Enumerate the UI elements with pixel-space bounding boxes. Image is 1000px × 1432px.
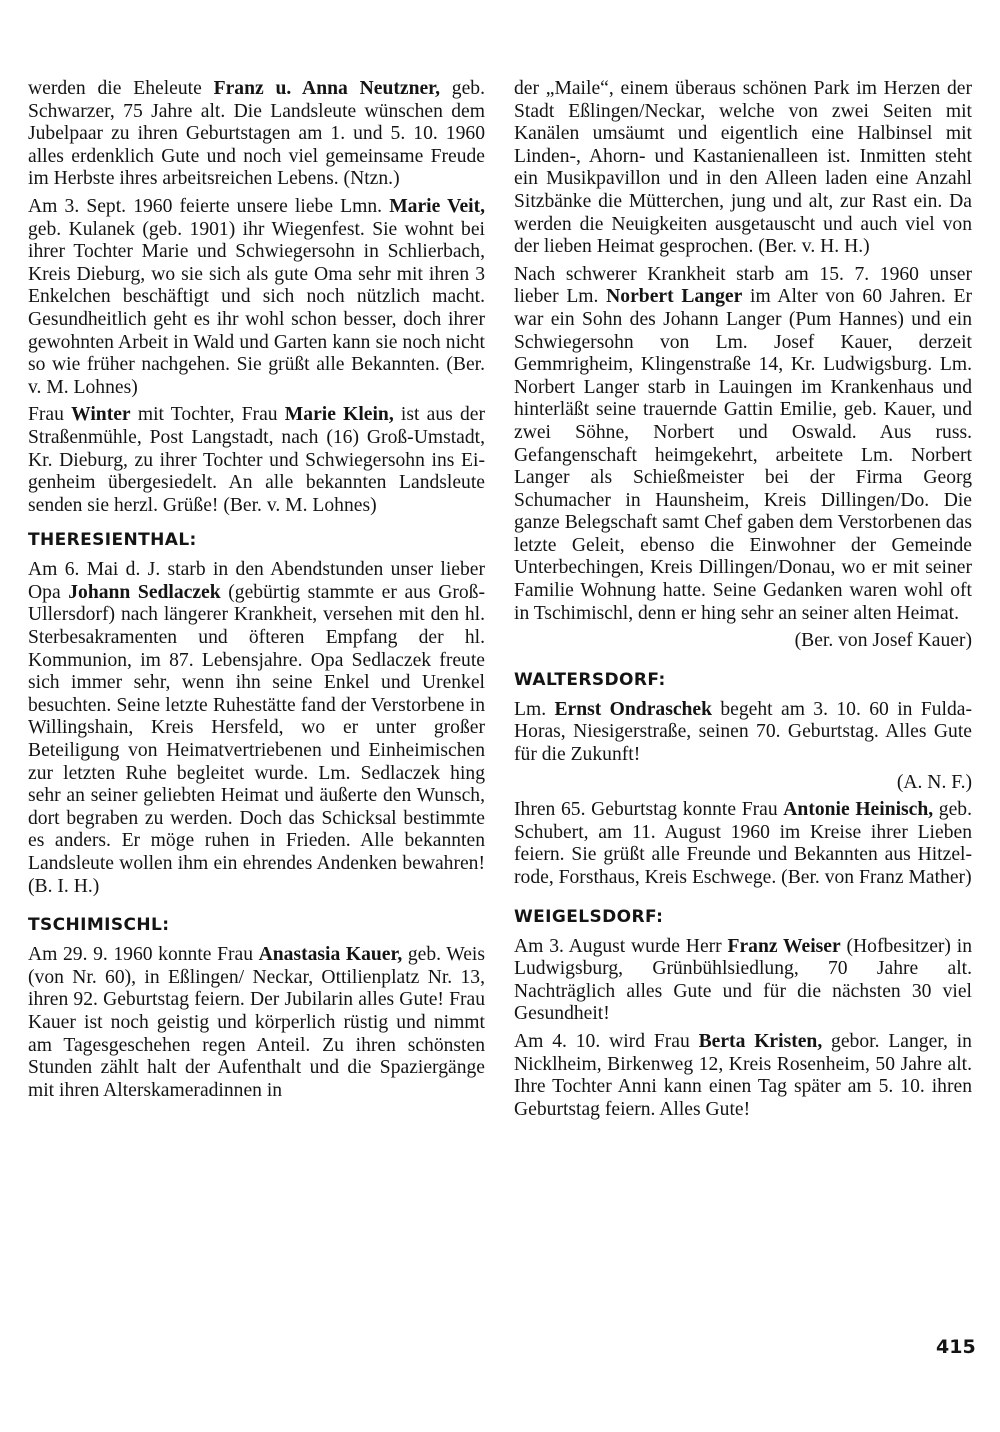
person-name: Winter	[71, 404, 131, 426]
article-langer: Nach schwerer Krankheit starb am 15. 7. 1960 unser lieber Lm. Norbert Langer im Alter von 60 Jahren. Er war ein Sohn des Johann Langer (Pum Hannes) und ein Schwiegersohn von Lm. Josef Kauer, derzeit Gemmrigheim, Klingenstraße 14, Kr. Ludwigsburg. Lm. Norbert Langer starb in Lauingen im Krankenhaus und hinterläßt seine trauernde Gattin Emilie, geb. Kauer, und zwei Söhne, Norbert und Oswald. Aus russ. Gefangenschaft heimgekehrt, arbeitete Lm. Norbert Langer als Schießmeister bei der Firma Georg Schumacher in Haunsheim, Kreis Dillingen/Do. Die ganze Belegschaft samt Chef gaben dem Verstorbenen das letzte Geleit, ebenso die Einwohner der Gemeinde Unterbechingen, Kreis Dillingen/Donau, wo er mit seiner Familie Wohnung hatte. Seine Gedanken waren wohl oft in Tschimischl, denn er hing sehr an seiner alten Heimat.	[514, 263, 972, 624]
signature-anf: (A. N. F.)	[896, 771, 972, 793]
article-ondraschek: Lm. Ernst Ondraschek begeht am 3. 10. 60 in Fulda-Horas, Niesigerstraße, seinen 70. Geburtstag. Alles Gute für die Zukunft!	[514, 698, 972, 766]
person-name: Marie Veit,	[389, 195, 486, 217]
page-number: 415	[936, 1336, 976, 1358]
article-winter-klein: Frau Winter mit Tochter, Frau Marie Klein, ist aus der Straßenmühle, Post Langstadt, nach (16) Groß-Umstadt, Kr. Dieburg, zu ihrer Tochter und Schwiegersohn ins Eigenheim übergesiedelt. An alle bekannten Landsleute senden sie herzl. Grüße! (Ber. v. M. Lohnes)	[28, 404, 485, 516]
article-veit: Am 3. Sept. 1960 feierte unsere liebe Lmn. Marie Veit, geb. Kulanek (geb. 1901) ihr Wiegenfest. Sie wohnt bei ihrer Tochter Marie und Schwiegersohn in Schlierbach, Kreis Dieburg, wo sie sich als gute Oma sehr mit ihren 3 Enkelchen beschäftigt und sich noch nützlich macht. Gesundheitlich geht es ihr wohl schon besser, doch ihrer gewohnten Arbeit in Wald und Garten kann sie noch nicht so wie früher nachgehen. Sie grüßt alle Bekannten. (Ber. v. M. Lohnes)	[28, 195, 486, 398]
article-maile-park: der „Maile“, einem überaus schönen Park im Herzen der Stadt Eßlingen/Neckar, welche von zwei Seiten mit Kanälen umsäumt und eigentlich eine Halbinsel mit Linden-, Ahorn- und Kastanienalleen ist. Inmitten steht ein Musikpavillon und in den Alleen laden eine Anzahl Sitzbänke die Mütterchen, jung und alt, zur Rast ein. Da werden die Neuigkeiten ausgetauscht und auch viel von der lieben Heimat gesprochen. (Ber. v. H. H.)	[514, 78, 972, 258]
heading-tschimischl: TSCHIMISCHL:	[28, 915, 170, 936]
person-name: Marie Klein,	[284, 404, 394, 426]
person-name: Johann Sedlaczek	[68, 581, 221, 603]
article-sedlaczek: Am 6. Mai d. J. starb in den Abendstunden unser lieber Opa Johann Sedlaczek (gebürtig stammte er aus Groß-Ullersdorf) nach längerer Krankheit, versehen mit den hl. Sterbesakramenten und öfteren Empfang der hl. Kommunion, im 87. Lebensjahre. Opa Sedlaczek freute sich immer sehr, wenn ihn seine Enkel und Urenkel besuchten. Seine letzte Ruhestätte fand der Verstorbene in Willingshain, Kreis Hersfeld, wo er unter großer Beteiligung von Heimatvertriebenen und Einheimischen zur letzten Ruhe begleitet wurde. Lm. Sedlaczek hing sehr an seiner geliebten Heimat und äußerte den Wunsch, dort begraben zu werden. Doch das Schicksal bestimmte es anders. Er möge ruhen in Frieden. Alle bekannten Landsleute wollen ihm ein ehrendes Andenken bewahren! (B. I. H.)	[28, 559, 485, 897]
person-name: Antonie Heinisch,	[783, 799, 934, 821]
left-column	[28, 78, 485, 1107]
article-weiser: Am 3. August wurde Herr Franz Weiser (Hofbesitzer) in Ludwigsburg, Grünbühlsiedlung, 70 Jahre alt. Nachträglich alles Gute und für die nächsten 30 viel Gesundheit!	[514, 935, 973, 1025]
right-column	[514, 78, 972, 1126]
heading-waltersdorf: WALTERSDORF:	[514, 669, 666, 690]
signature-kauer: (Ber. von Josef Kauer)	[794, 630, 972, 652]
person-name: Norbert Langer	[606, 286, 743, 308]
person-name: Ernst Ondraschek	[554, 698, 713, 720]
person-name: Franz Weiser	[727, 935, 841, 957]
article-kauer: Am 29. 9. 1960 konnte Frau Anastasia Kauer, geb. Weis (von Nr. 60), in Eßlingen/ Neckar, Ottilienplatz Nr. 13, ihren 92. Geburtstag feiern. Der Jubilarin alles Gute! Frau Kauer ist noch geistig und körperlich rüstig und nimmt am Tagesgeschehen regen Anteil. Zu ihren schönsten Stunden zählt halt der Aufenthalt und die Spaziergänge mit ihren Alterskameradinnen in	[28, 944, 485, 1101]
person-name: Anastasia Kauer,	[258, 944, 403, 966]
article-neutzner: werden die Eheleute Franz u. Anna Neutzner, geb. Schwarzer, 75 Jahre alt. Die Landsleute wünschen dem Jubelpaar zu ihren Geburtstagen am 1. und 5. 10. 1960 alles erdenklich Gute und noch viel gemeinsame Freude im Herbste ihres arbeitsreichen Lebens. (Ntzn.)	[28, 78, 486, 190]
heading-theresienthal: THERESIENTHAL:	[28, 530, 197, 551]
article-kristen: Am 4. 10. wird Frau Berta Kristen, gebor. Langer, in Nicklheim, Birkenweg 12, Kreis Rosenheim, 50 Jahre alt. Ihre Tochter Anni kann einen Tag später am 5. 10. ihren Geburtstag feiern. Alles Gute!	[514, 1030, 972, 1120]
article-heinisch: Ihren 65. Geburtstag konnte Frau Antonie Heinisch, geb. Schubert, am 11. August 1960 im Kreise ihrer Lieben feiern. Sie grüßt alle Freunde und Bekannten aus Hitzelrode, Forsthaus, Kreis Eschwege. (Ber. von Franz Mather)	[514, 799, 972, 888]
person-name: Franz u. Anna Neutzner,	[213, 78, 440, 99]
person-name: Berta Kristen,	[698, 1030, 823, 1052]
heading-weigelsdorf: WEIGELSDORF:	[514, 906, 664, 927]
